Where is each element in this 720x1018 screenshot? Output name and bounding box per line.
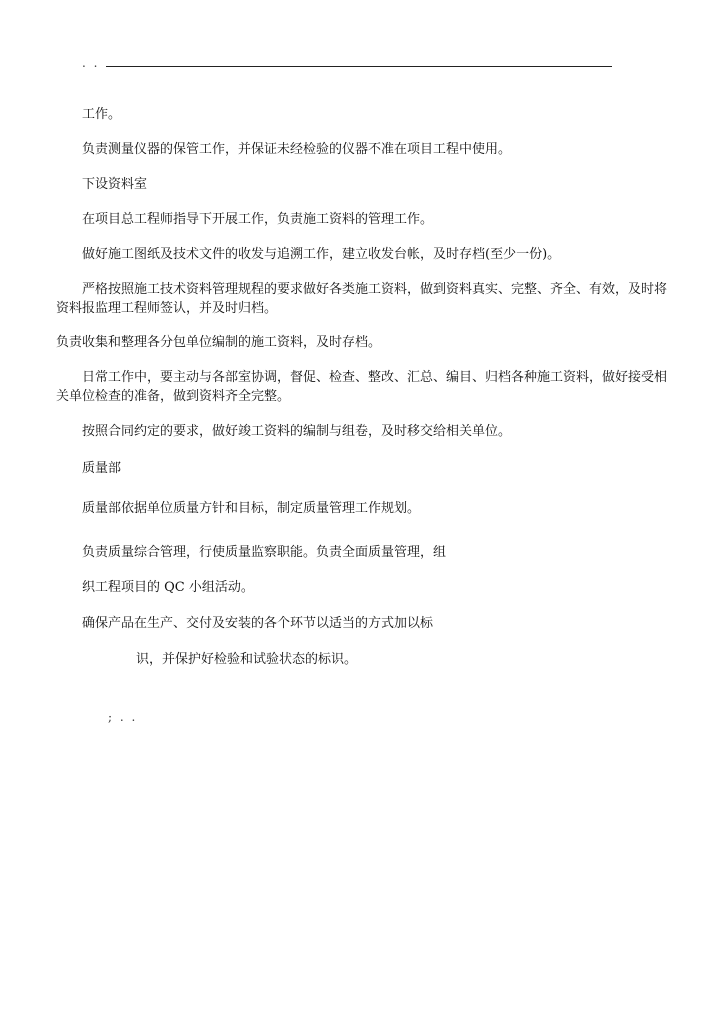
paragraph-10: 负责质量综合管理，行使质量监察职能。负责全面质量管理，组 <box>82 545 447 560</box>
paragraph-2: 负责测量仪器的保管工作，并保证未经检验的仪器不准在项目工程中使用。 <box>82 142 512 157</box>
paragraph-3: 在项目总工程师指导下开展工作，负责施工资料的管理工作。 <box>82 212 434 227</box>
section-heading-quality-dept: 质量部 <box>82 461 122 476</box>
paragraph-8: 按照合同约定的要求，做好竣工资料的编制与组卷，及时移交给相关单位。 <box>82 424 512 439</box>
paragraph-12: 确保产品在生产、交付及安装的各个环节以适当的方式加以标 <box>82 616 434 631</box>
paragraph-1: 工作。 <box>82 107 122 122</box>
paragraph-7: 日常工作中，要主动与各部室协调，督促、检查、整改、汇总、编目、归档各种施工资料，做好接受相关单位检查的准备，做到资料齐全完整。 <box>56 370 668 404</box>
paragraph-9: 质量部依据单位质量方针和目标，制定质量管理工作规划。 <box>82 501 421 516</box>
section-heading-archive-room: 下设资料室 <box>82 177 148 192</box>
header-dots: . . <box>82 56 100 70</box>
paragraph-6: 负责收集和整理各分包单位编制的施工资料，及时存档。 <box>56 335 382 350</box>
header-rule <box>106 66 612 67</box>
paragraph-13: 识，并保护好检验和试验状态的标识。 <box>136 652 358 667</box>
paragraph-11: 织工程项目的 QC 小组活动。 <box>82 580 254 595</box>
footer-dots: ; . . <box>108 710 138 724</box>
paragraph-5: 严格按照施工技术资料管理规程的要求做好各类施工资料，做到资料真实、完整、齐全、有效，及时将资料报监理工程师签认，并及时归档。 <box>56 282 668 316</box>
paragraph-4: 做好施工图纸及技术文件的收发与追溯工作，建立收发台帐，及时存档(至少一份)。 <box>82 247 561 262</box>
